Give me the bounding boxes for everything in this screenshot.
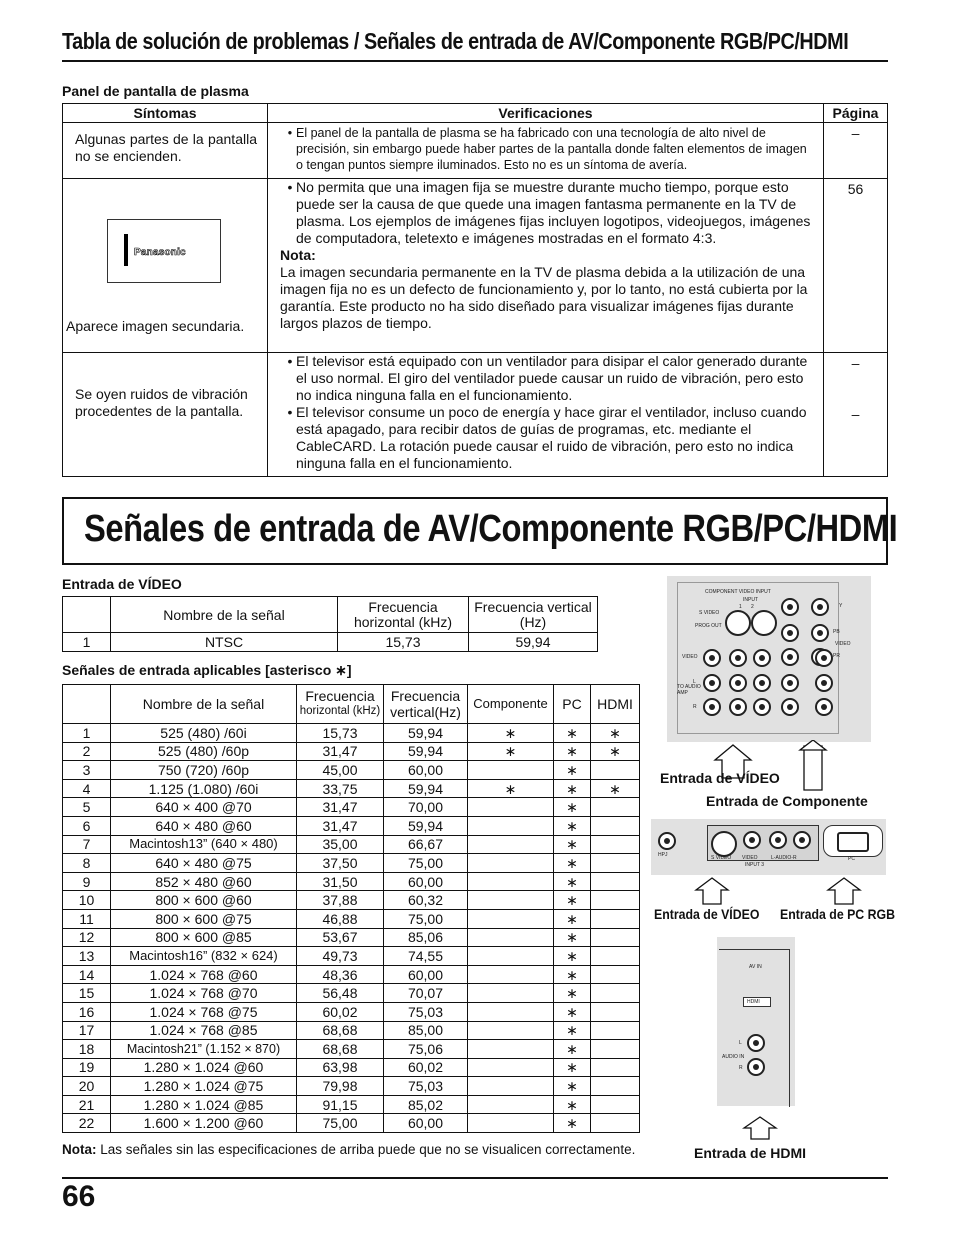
table-cell <box>591 1077 640 1096</box>
table-cell: 22 <box>63 1114 111 1133</box>
table-cell: 1 <box>63 724 111 743</box>
table-cell: 1.280 × 1.024 @60 <box>111 1058 297 1077</box>
table-cell <box>468 1040 554 1059</box>
table-cell: 60,02 <box>384 1058 468 1077</box>
footer-rule <box>62 1177 888 1179</box>
check-item: • El panel de la pantalla de plasma se ha fabricado con una tecnología de alto nivel de precisión, sin embargo puede haber partes de la pantalla donde falten elementos de imagen o tengan puntos siempre iluminados. Esto no es un síntoma de avería. <box>287 126 807 172</box>
table-cell <box>468 854 554 873</box>
component-pr-jack <box>781 648 799 666</box>
table-cell: ∗ <box>554 947 591 966</box>
s-video-port <box>751 610 777 636</box>
table-cell: ∗ <box>554 724 591 743</box>
arrow-head-icon <box>800 740 826 750</box>
table-row <box>63 835 640 854</box>
table-cell <box>591 984 640 1003</box>
table-cell <box>468 1095 554 1114</box>
table-cell: 640 × 480 @60 <box>111 816 297 835</box>
header-cell <box>63 597 111 633</box>
table-cell: 37,88 <box>297 891 384 910</box>
table-cell: Macintosh13” (640 × 480) <box>111 835 297 854</box>
note-text: La imagen secundaria permanente en la TV de plasma debida a la utilización de una imagen fija no es un defecto de funcionamiento y, por lo tanto, no está cubierta por la garantía. Este producto no ha sido diseñado para visualizar imágenes fijas durante largos plazos de tiempo. <box>280 264 808 331</box>
table-cell: ∗ <box>554 984 591 1003</box>
audio-l-jack <box>753 674 771 692</box>
table-cell: ∗ <box>554 965 591 984</box>
table-cell <box>591 1040 640 1059</box>
table-cell: 68,68 <box>297 1040 384 1059</box>
table-cell: 16 <box>63 1002 111 1021</box>
video-input-table <box>62 596 598 652</box>
table-cell: 19 <box>63 1058 111 1077</box>
table-row <box>63 1077 640 1096</box>
table-cell: 1.600 × 1.200 @60 <box>111 1114 297 1133</box>
table-cell: 75,00 <box>384 909 468 928</box>
component-y-jack <box>781 598 799 616</box>
table-row <box>63 1040 640 1059</box>
table-cell <box>468 891 554 910</box>
table-cell: 45,00 <box>297 761 384 780</box>
table-cell: 35,00 <box>297 835 384 854</box>
audio-r-jack <box>729 698 747 716</box>
table-cell: 70,00 <box>384 798 468 817</box>
table-cell <box>591 1095 640 1114</box>
table-cell <box>468 1021 554 1040</box>
table-cell: 59,94 <box>384 779 468 798</box>
component-video-input-label: COMPONENT VIDEO INPUT <box>705 589 771 595</box>
table-cell: 5 <box>63 798 111 817</box>
table-cell: 60,00 <box>384 965 468 984</box>
up-arrow-icon <box>804 746 822 790</box>
audio-l-jack <box>815 674 833 692</box>
signals-table <box>62 684 640 1133</box>
screen-illustration <box>107 219 221 283</box>
table-cell: 10 <box>63 891 111 910</box>
side-panel-diagram: HPJ S VIDEO VIDEO L-AUDIO-R INPUT 3 PC <box>651 819 886 875</box>
table-cell: 59,94 <box>384 724 468 743</box>
audio-l-jack <box>781 674 799 692</box>
symptom-cell <box>63 123 268 179</box>
table-cell: 1.024 × 768 @75 <box>111 1002 297 1021</box>
table-cell: ∗ <box>554 872 591 891</box>
table-row <box>63 816 640 835</box>
panasonic-logo: Panasonic <box>134 247 186 258</box>
table-row: 1 NTSC 15,73 59,94 <box>63 633 598 652</box>
symptom-text: Algunas partes de la pantalla no se encienden. <box>75 131 257 164</box>
table-cell: 91,15 <box>297 1095 384 1114</box>
table-cell: 60,32 <box>384 891 468 910</box>
table-cell <box>591 798 640 817</box>
table-cell: 75,00 <box>384 854 468 873</box>
page-number: 66 <box>62 1180 96 1213</box>
table-cell: ∗ <box>554 1114 591 1133</box>
header-cell: Frecuencia vertical(Hz) <box>384 685 468 724</box>
table-row <box>63 909 640 928</box>
table-row <box>63 1114 640 1133</box>
symptom-text: Se oyen ruidos de vibración procedentes de la pantalla. <box>75 386 248 419</box>
table-row <box>63 947 640 966</box>
table-cell: ∗ <box>554 1002 591 1021</box>
page-title: Tabla de solución de problemas / Señales de entrada de AV/Componente RGB/PC/HDMI <box>62 28 849 54</box>
prog-out-label: PROG OUT <box>695 623 722 629</box>
table-cell: 68,68 <box>297 1021 384 1040</box>
table-row <box>63 742 640 761</box>
table-cell <box>468 872 554 891</box>
table-cell: ∗ <box>554 761 591 780</box>
table-cell <box>591 1114 640 1133</box>
table-cell <box>591 891 640 910</box>
video-input-diagram-label: Entrada de VÍDEO <box>654 906 760 922</box>
signals-label: Señales de entrada aplicables [asterisco ∗] <box>62 662 352 678</box>
table-row <box>63 779 640 798</box>
audio-l-jack <box>769 831 787 849</box>
table-cell: ∗ <box>554 779 591 798</box>
table-cell: 31,47 <box>297 816 384 835</box>
header-cell: Frecuencia horizontal (kHz) <box>338 597 469 633</box>
table-cell: 4 <box>63 779 111 798</box>
header-cell: PC <box>554 685 591 724</box>
table-cell: 75,03 <box>384 1077 468 1096</box>
table-cell <box>591 928 640 947</box>
checks-cell <box>268 353 824 477</box>
audio-l-jack <box>729 674 747 692</box>
checks-cell <box>268 179 824 353</box>
table-cell: 59,94 <box>384 816 468 835</box>
table-cell: 7 <box>63 835 111 854</box>
table-cell: 1.280 × 1.024 @75 <box>111 1077 297 1096</box>
table-cell: ∗ <box>591 724 640 743</box>
audio-r-jack <box>753 698 771 716</box>
arrows-panel2 <box>690 876 870 906</box>
audio-r-jack <box>793 831 811 849</box>
pc-port <box>823 825 883 857</box>
table-cell: 56,48 <box>297 984 384 1003</box>
table-cell: ∗ <box>591 742 640 761</box>
table-cell: 60,00 <box>384 1114 468 1133</box>
table-cell: Macintosh16” (832 × 624) <box>111 947 297 966</box>
table-cell: 6 <box>63 816 111 835</box>
plasma-section-label: Panel de pantalla de plasma <box>62 83 249 99</box>
table-cell: ∗ <box>554 1040 591 1059</box>
component-y-jack <box>811 598 829 616</box>
section-title: Señales de entrada de AV/Componente RGB/PC/HDMI <box>84 508 898 550</box>
table-row <box>63 928 640 947</box>
footnote <box>62 1142 635 1157</box>
table-row <box>63 854 640 873</box>
table-row <box>63 724 640 743</box>
table-cell <box>591 872 640 891</box>
table-cell: 800 × 600 @60 <box>111 891 297 910</box>
table-cell: ∗ <box>554 1095 591 1114</box>
table-cell: 9 <box>63 872 111 891</box>
table-cell: 1.024 × 768 @85 <box>111 1021 297 1040</box>
table-cell <box>591 1058 640 1077</box>
table-cell: 750 (720) /60p <box>111 761 297 780</box>
table-cell <box>468 835 554 854</box>
table-cell <box>591 835 640 854</box>
rear-panel-diagram: COMPONENT VIDEO INPUT INPUT 1 2 S VIDEO PROG OUT Y PB VIDEO PR VIDEO TO AUDIO AMP L R <box>667 576 871 742</box>
table-cell: 60,00 <box>384 761 468 780</box>
table-row <box>63 123 888 179</box>
column-header-page: Página <box>824 104 888 123</box>
table-cell: 2 <box>63 742 111 761</box>
page-value: – <box>851 406 860 422</box>
symptom-text: Aparece imagen secundaria. <box>66 318 245 334</box>
table-cell <box>591 965 640 984</box>
table-row <box>63 1021 640 1040</box>
screen-edge-mark <box>124 234 128 266</box>
header-cell: HDMI <box>591 685 640 724</box>
page-value: – <box>851 355 860 371</box>
audio-r-jack <box>781 698 799 716</box>
table-cell: 21 <box>63 1095 111 1114</box>
video-jack <box>815 649 833 667</box>
table-cell: 525 (480) /60i <box>111 724 297 743</box>
to-audio-amp-label: TO AUDIO AMP <box>677 684 701 696</box>
table-cell <box>468 947 554 966</box>
table-cell: 31,47 <box>297 742 384 761</box>
up-arrow-icon <box>696 878 728 904</box>
table-row <box>63 179 888 353</box>
component-input-diagram-label: Entrada de Componente <box>706 793 868 809</box>
hdmi-port: HDMI <box>743 997 771 1007</box>
table-cell: 74,55 <box>384 947 468 966</box>
note-label: Nota: <box>280 247 316 263</box>
table-cell: 14 <box>63 965 111 984</box>
table-cell: ∗ <box>554 742 591 761</box>
troubleshooting-table <box>62 103 888 477</box>
table-cell <box>468 798 554 817</box>
table-row <box>63 891 640 910</box>
table-cell: 60,00 <box>384 872 468 891</box>
table-cell: 18 <box>63 1040 111 1059</box>
page-cell: – <box>824 123 888 179</box>
table-cell <box>468 1002 554 1021</box>
table-cell: 53,67 <box>297 928 384 947</box>
table-cell: 15,73 <box>297 724 384 743</box>
input-label: INPUT <box>743 597 758 603</box>
table-cell: 59,94 <box>384 742 468 761</box>
column-header-checks: Verificaciones <box>268 104 824 123</box>
header-cell <box>63 685 111 724</box>
table-cell: 11 <box>63 909 111 928</box>
table-cell: 31,50 <box>297 872 384 891</box>
table-cell: Macintosh21” (1.152 × 870) <box>111 1040 297 1059</box>
table-cell <box>468 1077 554 1096</box>
table-cell: 800 × 600 @85 <box>111 928 297 947</box>
checks-cell <box>268 123 824 179</box>
table-cell: 63,98 <box>297 1058 384 1077</box>
table-cell <box>468 928 554 947</box>
table-cell: ∗ <box>554 816 591 835</box>
table-cell: 8 <box>63 854 111 873</box>
table-cell <box>468 816 554 835</box>
arrow-panel3 <box>742 1116 778 1140</box>
header-rule <box>62 60 888 62</box>
table-cell: 1.125 (1.080) /60i <box>111 779 297 798</box>
table-cell: 1.024 × 768 @70 <box>111 984 297 1003</box>
footnote-label: Nota: <box>62 1142 97 1157</box>
table-cell: ∗ <box>554 909 591 928</box>
table-row <box>63 1002 640 1021</box>
page-cell <box>824 353 888 477</box>
table-cell: 66,67 <box>384 835 468 854</box>
table-cell: 525 (480) /60p <box>111 742 297 761</box>
symptom-cell <box>63 353 268 477</box>
footnote-text: Las señales sin las especificaciones de arriba puede que no se visualicen correctamente. <box>100 1142 636 1157</box>
video-input-diagram-label: Entrada de VÍDEO <box>660 770 780 786</box>
table-cell <box>468 1114 554 1133</box>
headphone-jack <box>658 832 676 850</box>
audio-r-jack <box>815 698 833 716</box>
audio-l-jack <box>703 674 721 692</box>
table-cell: ∗ <box>554 928 591 947</box>
table-cell: 48,36 <box>297 965 384 984</box>
video-jack <box>703 649 721 667</box>
table-row <box>63 965 640 984</box>
table-cell: ∗ <box>554 1077 591 1096</box>
table-cell: 12 <box>63 928 111 947</box>
pc-input-diagram-label: Entrada de PC RGB <box>780 906 896 922</box>
table-cell: 852 × 480 @60 <box>111 872 297 891</box>
symptom-cell <box>63 179 268 353</box>
header-cell: Nombre de la señal <box>111 597 338 633</box>
table-cell: 15 <box>63 984 111 1003</box>
up-arrow-icon <box>744 1117 776 1139</box>
table-cell: 70,07 <box>384 984 468 1003</box>
table-cell: 640 × 400 @70 <box>111 798 297 817</box>
table-cell: ∗ <box>468 779 554 798</box>
table-cell <box>468 984 554 1003</box>
table-cell: 1.280 × 1.024 @85 <box>111 1095 297 1114</box>
table-cell <box>591 947 640 966</box>
check-item: • El televisor consume un poco de energía y hace girar el ventilador, incluso cuando está apagado, para recibir datos de guías de programas, etc. mediante el CableCARD. La rotación puede causar el ruido de vibración, pero esto no indica ninguna falla en el funcionamiento. <box>287 404 807 471</box>
table-row <box>63 872 640 891</box>
video-input-label: Entrada de VÍDEO <box>62 576 182 592</box>
hdmi-input-diagram-label: Entrada de HDMI <box>694 1145 807 1161</box>
table-cell <box>591 816 640 835</box>
table-cell: 20 <box>63 1077 111 1096</box>
audio-l-jack <box>747 1034 765 1052</box>
table-row <box>63 1058 640 1077</box>
table-cell <box>591 761 640 780</box>
table-cell: ∗ <box>554 835 591 854</box>
table-cell: ∗ <box>468 742 554 761</box>
table-cell: 60,02 <box>297 1002 384 1021</box>
up-arrow-icon <box>828 878 860 904</box>
check-item: • El televisor está equipado con un ventilador para disipar el calor generado durante el uso normal. El giro del ventilador puede causar un ruido de vibración, pero esto no indica ninguna falla en el funcionamiento. <box>287 353 808 403</box>
video-jack <box>729 649 747 667</box>
video-jack <box>743 831 761 849</box>
video-jack <box>753 649 771 667</box>
header-cell: Componente <box>468 685 554 724</box>
table-row <box>63 353 888 477</box>
table-cell: 75,03 <box>384 1002 468 1021</box>
s-video-label: S VIDEO <box>699 610 720 616</box>
table-cell: 31,47 <box>297 798 384 817</box>
header-cell: Nombre de la señal <box>111 685 297 724</box>
table-cell: 79,98 <box>297 1077 384 1096</box>
component-pb-jack <box>811 624 829 642</box>
component-pb-jack <box>781 624 799 642</box>
signals-table-body <box>63 724 640 1133</box>
header-cell: Frecuencia vertical (Hz) <box>469 597 598 633</box>
table-cell <box>468 965 554 984</box>
table-cell: 33,75 <box>297 779 384 798</box>
table-cell: 13 <box>63 947 111 966</box>
table-row <box>63 1095 640 1114</box>
table-cell: ∗ <box>554 891 591 910</box>
table-cell: ∗ <box>591 779 640 798</box>
video-label: VIDEO <box>682 654 698 660</box>
table-cell <box>591 1021 640 1040</box>
table-cell: 75,06 <box>384 1040 468 1059</box>
audio-r-jack <box>703 698 721 716</box>
table-cell: 3 <box>63 761 111 780</box>
table-row <box>63 984 640 1003</box>
table-cell: ∗ <box>554 798 591 817</box>
table-cell: 85,02 <box>384 1095 468 1114</box>
table-cell: 85,06 <box>384 928 468 947</box>
table-cell <box>468 1058 554 1077</box>
table-cell: 75,00 <box>297 1114 384 1133</box>
table-cell <box>591 1002 640 1021</box>
table-row <box>63 798 640 817</box>
header-cell: Frecuencia horizontal (kHz) <box>297 685 384 724</box>
s-video-port <box>725 610 751 636</box>
table-cell: ∗ <box>554 1058 591 1077</box>
table-row <box>63 761 640 780</box>
check-item: • No permita que una imagen fija se muestre durante mucho tiempo, porque esto puede ser la causa de que quede una imagen fantasma permanente en la TV de plasma. Los ejemplos de imágenes fijas incluyen logotipos, videojuegos, imágenes de computadora, teletexto e imágenes mostradas en el formato 4:3. <box>287 179 811 246</box>
s-video-port <box>711 831 737 857</box>
table-cell: 640 × 480 @75 <box>111 854 297 873</box>
hdmi-panel-diagram: AV IN HDMI AUDIO IN L R <box>717 937 795 1106</box>
table-cell: 1.024 × 768 @60 <box>111 965 297 984</box>
table-cell: ∗ <box>468 724 554 743</box>
table-cell <box>591 854 640 873</box>
audio-r-jack <box>747 1058 765 1076</box>
table-cell: 85,00 <box>384 1021 468 1040</box>
table-cell: 17 <box>63 1021 111 1040</box>
column-header-symptoms: Síntomas <box>63 104 268 123</box>
table-cell: ∗ <box>554 854 591 873</box>
table-cell: ∗ <box>554 1021 591 1040</box>
table-cell <box>468 909 554 928</box>
table-cell: 46,88 <box>297 909 384 928</box>
table-cell <box>591 909 640 928</box>
table-cell: 800 × 600 @75 <box>111 909 297 928</box>
table-cell: 37,50 <box>297 854 384 873</box>
page-cell: 56 <box>824 179 888 353</box>
table-cell: 49,73 <box>297 947 384 966</box>
table-cell <box>468 761 554 780</box>
